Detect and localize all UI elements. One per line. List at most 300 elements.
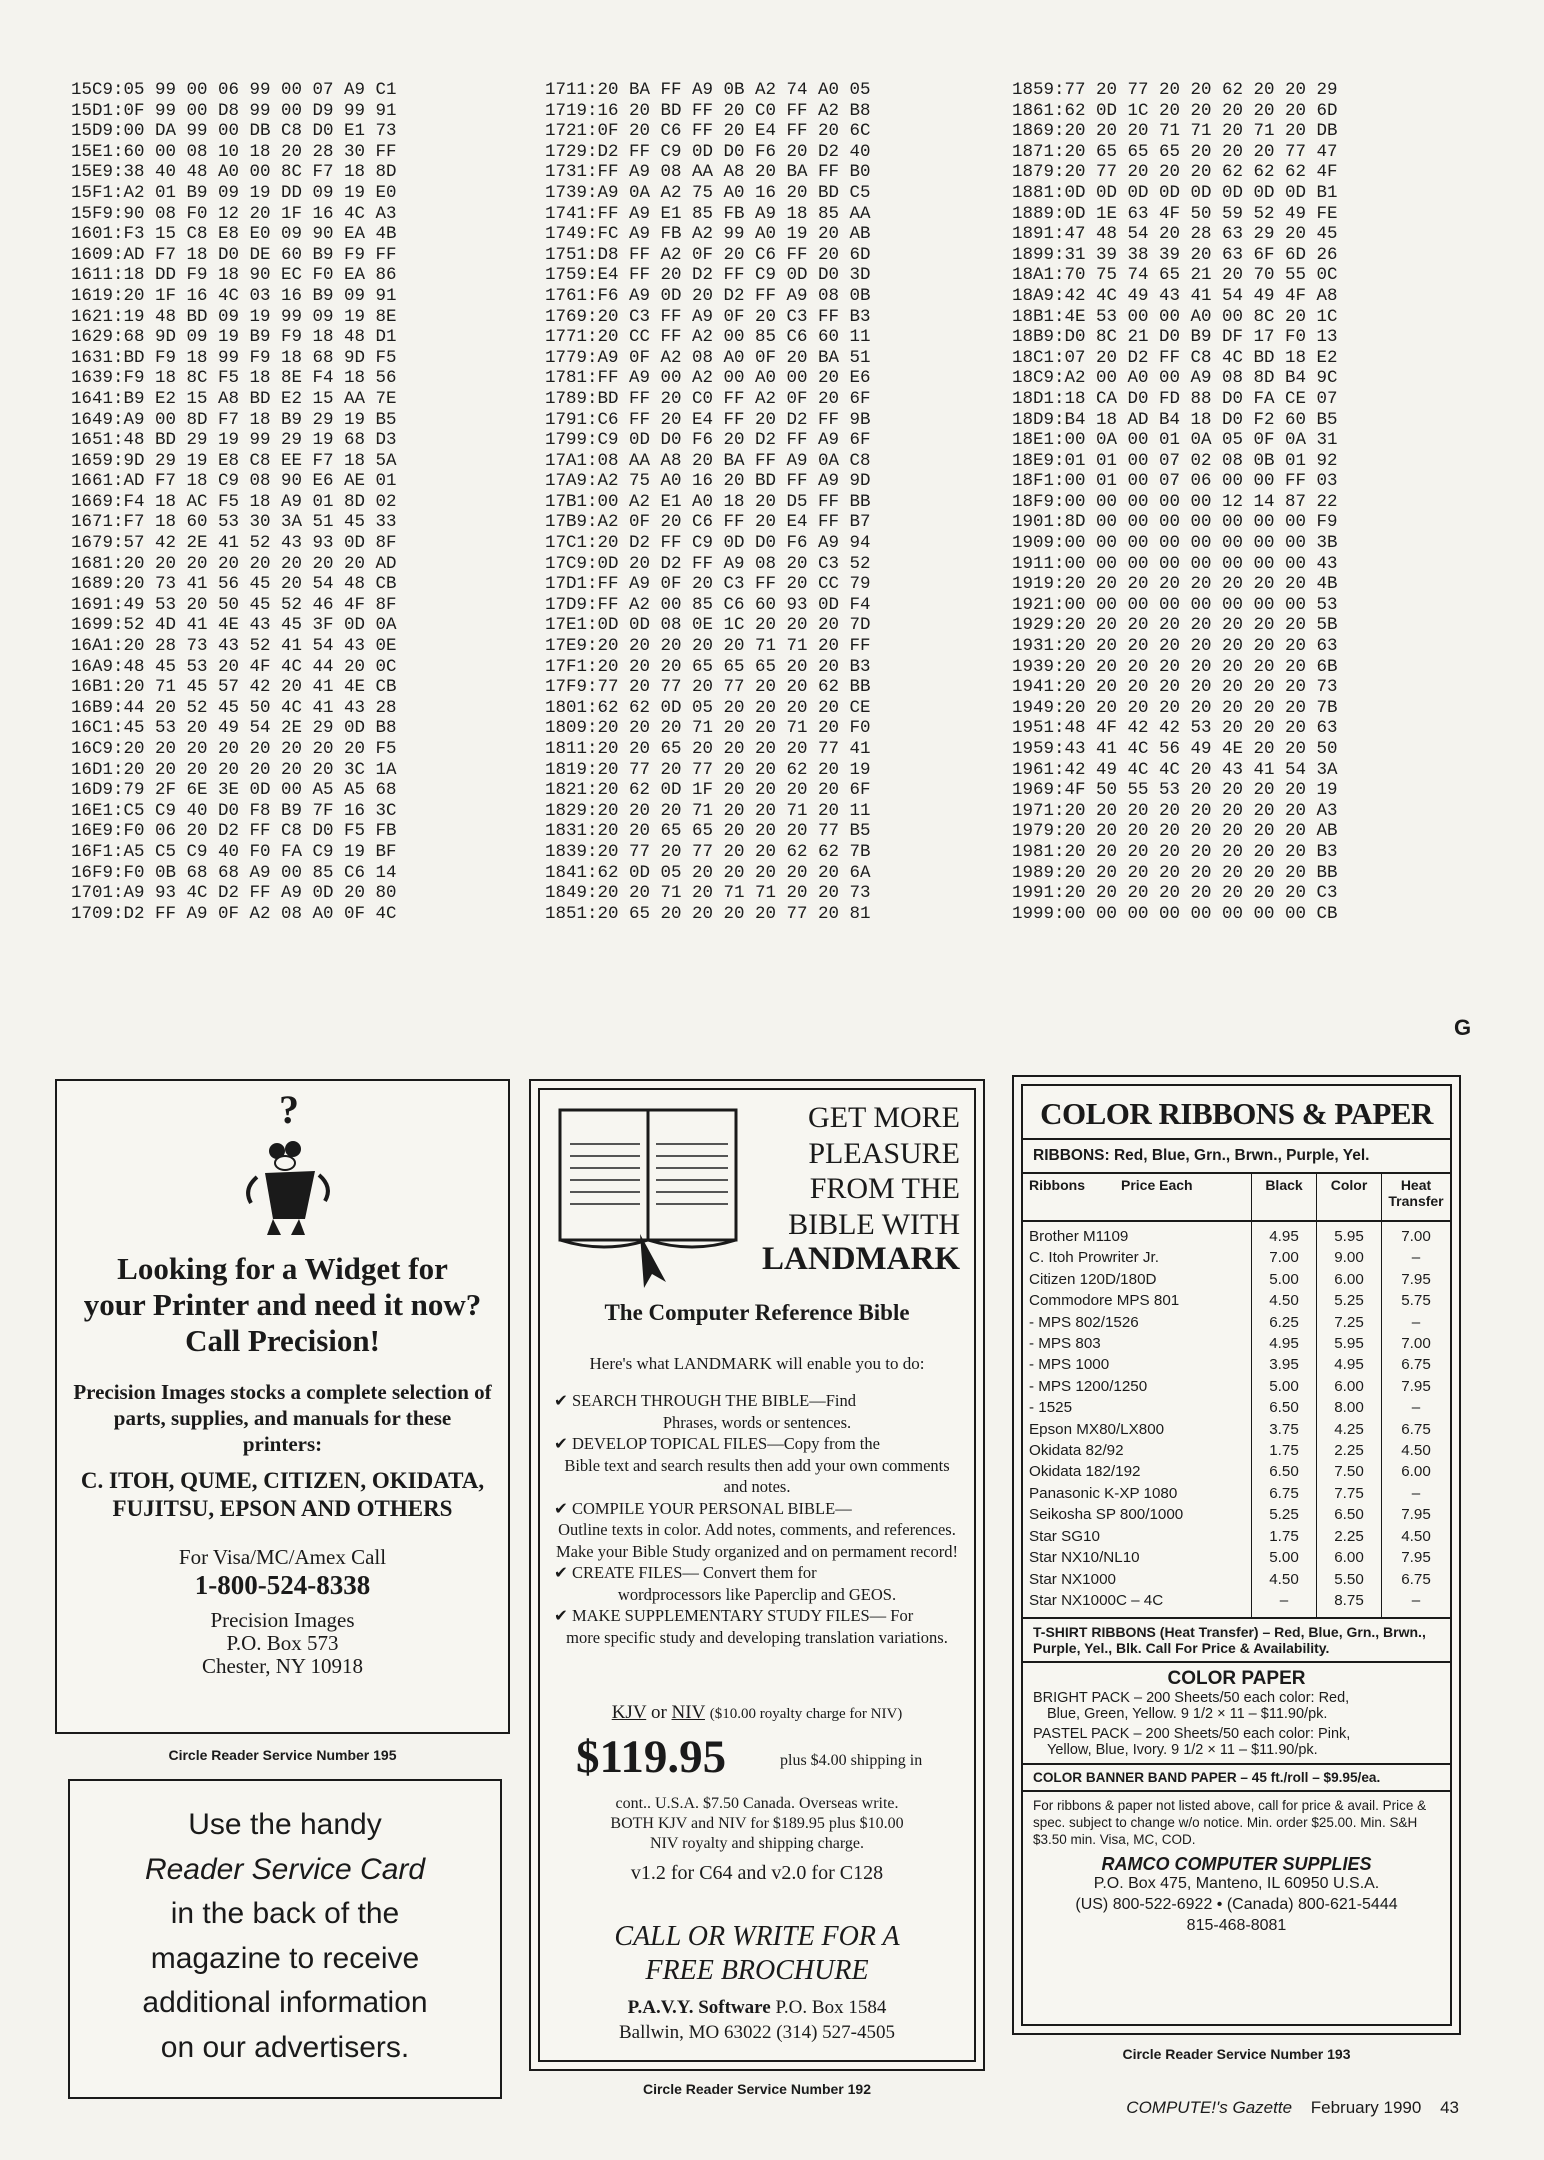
listing-line: 1829:20 20 20 71 20 20 71 20 11 — [545, 800, 871, 821]
col-black: Black — [1252, 1174, 1317, 1221]
page-footer — [1126, 2098, 1459, 2118]
cell-heat: – — [1382, 1312, 1451, 1333]
ramco-phones: (US) 800-522-6922 • (Canada) 800-621-5444 — [1075, 1896, 1398, 1914]
col-ribbons: Ribbons Price Each — [1023, 1174, 1252, 1221]
landmark-cta-1: CALL OR WRITE FOR A — [614, 1921, 900, 1952]
cell-name: Brother M1109 — [1029, 1228, 1129, 1245]
cell-color: 4.95 — [1317, 1354, 1382, 1375]
listing-line: 18D1:18 CA D0 FD 88 D0 FA CE 07 — [1012, 388, 1338, 409]
listing-line: 1899:31 39 38 39 20 63 6F 6D 26 — [1012, 244, 1338, 265]
cell-heat: 5.75 — [1382, 1290, 1451, 1311]
cell-color: 5.50 — [1317, 1569, 1382, 1590]
ramco-note — [1023, 1790, 1450, 1941]
listing-line: 1791:C6 FF 20 E4 FF 20 D2 FF 9B — [545, 409, 871, 430]
listing-line: 17A9:A2 75 A0 16 20 BD FF A9 9D — [545, 471, 871, 492]
table-row — [1023, 1547, 1450, 1568]
listing-line: 16A9:48 45 53 20 4F 4C 44 20 0C — [71, 656, 397, 677]
cell-black: 6.50 — [1252, 1461, 1317, 1482]
cell-name: C. Itoh Prowriter Jr. — [1029, 1249, 1159, 1267]
table-row — [1023, 1247, 1450, 1268]
table-row — [1023, 1440, 1450, 1461]
listing-line: 16B1:20 71 45 57 42 20 41 4E CB — [71, 677, 397, 698]
landmark-headline — [762, 1100, 960, 1278]
listing-line: 16E1:C5 C9 40 D0 F8 B9 7F 16 3C — [71, 800, 397, 821]
listing-line: 1879:20 77 20 20 20 62 62 62 4F — [1012, 162, 1338, 183]
landmark-price: $119.95 — [576, 1731, 727, 1783]
cell-name: Star NX1000C – 4C — [1029, 1591, 1164, 1609]
precision-images-ad — [55, 1079, 510, 1734]
listing-line: 16C1:45 53 20 49 54 2E 29 0D B8 — [71, 718, 397, 739]
listing-line: 15F9:90 08 F0 12 20 1F 16 4C A3 — [71, 203, 397, 224]
listing-line: 1611:18 DD F9 18 90 EC F0 EA 86 — [71, 265, 397, 286]
listing-line: 1811:20 20 65 20 20 20 20 77 41 — [545, 739, 871, 759]
table-row — [1023, 1590, 1450, 1617]
listing-line: 1719:16 20 BD FF 20 C0 FF A2 B8 — [545, 100, 871, 121]
landmark-feature: ✔ MAKE SUPPLEMENTARY STUDY FILES— For more specific study and developing translation variations. — [554, 1606, 948, 1647]
listing-line: 1809:20 20 20 71 20 20 71 20 F0 — [545, 718, 871, 739]
cell-black: 4.50 — [1252, 1569, 1317, 1590]
landmark-kjv: KJV — [611, 1702, 647, 1723]
landmark-or: or — [650, 1702, 667, 1723]
listing-line: 1851:20 65 20 20 20 20 77 20 81 — [545, 903, 871, 924]
landmark-platforms: v1.2 for C64 and v2.0 for C128 — [630, 1862, 884, 1884]
cell-name: - MPS 802/1526 — [1029, 1313, 1139, 1331]
ramco-ad — [1012, 1075, 1461, 2035]
listing-line: 17C1:20 D2 FF C9 0D D0 F6 A9 94 — [545, 533, 871, 554]
listing-line: 1839:20 77 20 77 20 20 62 62 7B — [545, 841, 871, 862]
cell-black: 3.75 — [1252, 1419, 1317, 1440]
listing-line: 1999:00 00 00 00 00 00 00 00 CB — [1012, 903, 1338, 924]
listing-line: 1891:47 48 54 20 28 63 29 20 45 — [1012, 224, 1338, 245]
listing-line: 18C1:07 20 D2 FF C8 4C BD 18 E2 — [1012, 347, 1338, 368]
listing-line: 1691:49 53 20 50 45 52 46 4F 8F — [71, 594, 397, 615]
listing-line: 15F1:A2 01 B9 09 19 DD 09 19 E0 — [71, 182, 397, 203]
listing-line: 16D1:20 20 20 20 20 20 20 3C 1A — [71, 759, 397, 780]
listing-column-2 — [545, 80, 871, 924]
listing-line: 1601:F3 15 C8 E8 E0 09 90 EA 4B — [71, 224, 397, 245]
end-mark: G — [1454, 1015, 1472, 1040]
listing-line: 1779:A9 0F A2 08 A0 0F 20 BA 51 — [545, 347, 871, 368]
table-row — [1023, 1376, 1450, 1397]
listing-line: 18B9:D0 8C 21 D0 B9 DF 17 F0 13 — [1012, 327, 1338, 348]
listing-line: 1971:20 20 20 20 20 20 20 20 A3 — [1012, 800, 1338, 821]
landmark-niv: NIV — [671, 1702, 705, 1723]
cell-heat: 4.50 — [1382, 1440, 1451, 1461]
cell-black: 1.75 — [1252, 1440, 1317, 1461]
listing-line: 1679:57 42 2E 41 52 43 93 0D 8F — [71, 533, 397, 554]
cell-heat: 4.50 — [1382, 1526, 1451, 1547]
listing-line: 1789:BD FF 20 C0 FF A2 0F 20 6F — [545, 388, 871, 409]
cell-name: Citizen 120D/180D — [1029, 1270, 1157, 1288]
listing-line: 1799:C9 0D D0 F6 20 D2 FF A9 6F — [545, 430, 871, 451]
precision-call-line: For Visa/MC/Amex Call — [178, 1545, 387, 1569]
cell-heat: 7.95 — [1382, 1376, 1451, 1397]
landmark-ad — [529, 1079, 985, 2071]
cell-black: 4.50 — [1252, 1290, 1317, 1311]
listing-line: 16B9:44 20 52 45 50 4C 41 43 28 — [71, 697, 397, 718]
landmark-cta-2: FREE BROCHURE — [645, 1955, 869, 1986]
table-row — [1023, 1504, 1450, 1525]
listing-line: 1751:D8 FF A2 0F 20 C6 FF 20 6D — [545, 244, 871, 265]
listing-line: 1961:42 49 4C 4C 20 43 41 54 3A — [1012, 759, 1338, 780]
reader-line-1: Use the handy — [188, 1808, 382, 1841]
landmark-headline-3: FROM THE — [809, 1172, 960, 1205]
reader-line-3: in the back of the — [170, 1897, 400, 1930]
listing-line: 1931:20 20 20 20 20 20 20 20 63 — [1012, 636, 1338, 657]
cell-heat: 6.75 — [1382, 1569, 1451, 1590]
listing-line: 1741:FF A9 E1 85 FB A9 18 85 AA — [545, 203, 871, 224]
cell-black: 6.25 — [1252, 1312, 1317, 1333]
listing-line: 1861:62 0D 1C 20 20 20 20 20 6D — [1012, 100, 1338, 121]
landmark-contact — [540, 1995, 974, 2045]
ramco-caption: Circle Reader Service Number 193 — [1122, 2046, 1351, 2062]
table-row — [1023, 1483, 1450, 1504]
listing-line: 1901:8D 00 00 00 00 00 00 00 F9 — [1012, 512, 1338, 533]
precision-company: Precision Images — [210, 1608, 355, 1632]
table-row — [1023, 1312, 1450, 1333]
listing-line: 1929:20 20 20 20 20 20 20 20 5B — [1012, 615, 1338, 636]
cell-name: Star SG10 — [1029, 1527, 1100, 1545]
precision-brands: C. ITOH, QUME, CITIZEN, OKIDATA, FUJITSU, EPSON AND OTHERS — [80, 1468, 485, 1521]
cell-name: Okidata 82/92 — [1029, 1442, 1124, 1460]
cell-name: Okidata 182/192 — [1029, 1463, 1141, 1481]
landmark-city: Ballwin, MO 63022 (314) 527-4505 — [618, 2022, 895, 2043]
listing-line: 17D1:FF A9 0F 20 C3 FF 20 CC 79 — [545, 574, 871, 595]
cell-color: 5.95 — [1317, 1221, 1382, 1247]
cell-color: 7.75 — [1317, 1483, 1382, 1504]
listing-column-3 — [1012, 80, 1338, 924]
ramco-title: COLOR RIBBONS & PAPER — [1023, 1086, 1450, 1140]
listing-line: 18A9:42 4C 49 43 41 54 49 4F A8 — [1012, 285, 1338, 306]
listing-line: 1749:FC A9 FB A2 99 A0 19 20 AB — [545, 224, 871, 245]
ramco-bright-1: BRIGHT PACK – 200 Sheets/50 each color: Red, — [1033, 1690, 1350, 1707]
table-row — [1023, 1290, 1450, 1311]
cell-name: Seikosha SP 800/1000 — [1029, 1506, 1184, 1524]
landmark-headline-1: GET MORE — [808, 1101, 960, 1134]
listing-line: 17B9:A2 0F 20 C6 FF 20 E4 FF B7 — [545, 512, 871, 533]
cell-name: Star NX10/NL10 — [1029, 1549, 1140, 1567]
listing-line: 1991:20 20 20 20 20 20 20 20 C3 — [1012, 883, 1338, 904]
listing-line: 1681:20 20 20 20 20 20 20 20 AD — [71, 553, 397, 574]
listing-line: 16E9:F0 06 20 D2 FF C8 D0 F5 FB — [71, 821, 397, 842]
landmark-feature: ✔ DEVELOP TOPICAL FILES—Copy from the Bible text and search results then add your own comments and notes. — [554, 1434, 950, 1496]
cell-color: 9.00 — [1317, 1247, 1382, 1268]
ramco-paper-title: COLOR PAPER — [1167, 1668, 1306, 1690]
cell-color: 2.25 — [1317, 1526, 1382, 1547]
reader-line-2: Reader Service Card — [144, 1852, 426, 1886]
precision-city: Chester, NY 10918 — [201, 1654, 364, 1678]
table-row — [1023, 1354, 1450, 1375]
listing-line: 1781:FF A9 00 A2 00 A0 00 20 E6 — [545, 368, 871, 389]
listing-line: 16F1:A5 C5 C9 40 F0 FA C9 19 BF — [71, 841, 397, 862]
listing-line: 16A1:20 28 73 43 52 41 54 43 0E — [71, 636, 397, 657]
cell-color: 4.25 — [1317, 1419, 1382, 1440]
listing-line: 1979:20 20 20 20 20 20 20 20 AB — [1012, 821, 1338, 842]
ramco-phone-3: 815-468-8081 — [1186, 1917, 1287, 1935]
listing-line: 17E9:20 20 20 20 20 71 71 20 FF — [545, 636, 871, 657]
cell-color: 8.00 — [1317, 1397, 1382, 1418]
landmark-pobox: P.O. Box 1584 — [775, 1997, 887, 2018]
listing-line: 1951:48 4F 42 42 53 20 20 20 63 — [1012, 718, 1338, 739]
cell-heat: 7.95 — [1382, 1547, 1451, 1568]
cell-color: 8.75 — [1317, 1590, 1382, 1617]
listing-line: 18F9:00 00 00 00 00 12 14 87 22 — [1012, 491, 1338, 512]
cell-black: 5.00 — [1252, 1376, 1317, 1397]
cell-heat: 6.75 — [1382, 1419, 1451, 1440]
cell-color: 6.00 — [1317, 1376, 1382, 1397]
cell-black: 5.00 — [1252, 1269, 1317, 1290]
ramco-paper — [1023, 1661, 1450, 1763]
listing-line: 1989:20 20 20 20 20 20 20 20 BB — [1012, 862, 1338, 883]
cell-heat: 7.00 — [1382, 1221, 1451, 1247]
listing-line: 1689:20 73 41 56 45 20 54 48 CB — [71, 574, 397, 595]
listing-line: 1661:AD F7 18 C9 08 90 E6 AE 01 — [71, 471, 397, 492]
table-row — [1023, 1569, 1450, 1590]
listing-line: 15D1:0F 99 00 D8 99 00 D9 99 91 — [71, 100, 397, 121]
cell-name: - 1525 — [1029, 1399, 1073, 1417]
listing-line: 17D9:FF A2 00 85 C6 60 93 0D F4 — [545, 594, 871, 615]
listing-line: 1641:B9 E2 15 A8 BD E2 15 AA 7E — [71, 388, 397, 409]
col-heat: Heat Transfer — [1382, 1174, 1451, 1221]
listing-line: 1729:D2 FF C9 0D D0 F6 20 D2 40 — [545, 141, 871, 162]
listing-line: 1941:20 20 20 20 20 20 20 20 73 — [1012, 677, 1338, 698]
cell-name: - MPS 1200/1250 — [1029, 1377, 1148, 1395]
listing-line: 1771:20 CC FF A2 00 85 C6 60 11 — [545, 327, 871, 348]
listing-line: 17B1:00 A2 E1 A0 18 20 D5 FF BB — [545, 491, 871, 512]
listing-line: 1959:43 41 4C 56 49 4E 20 20 50 — [1012, 739, 1338, 759]
ramco-bright-2: Blue, Green, Yellow. 9 1/2 × 11 – $11.90/pk. — [1047, 1706, 1328, 1723]
cell-heat: – — [1382, 1247, 1451, 1268]
listing-line: 1871:20 65 65 65 20 20 20 77 47 — [1012, 141, 1338, 162]
listing-line: 1919:20 20 20 20 20 20 20 20 4B — [1012, 574, 1338, 595]
listing-line: 1671:F7 18 60 53 30 3A 51 45 33 — [71, 512, 397, 533]
cell-name: - MPS 1000 — [1029, 1356, 1110, 1374]
landmark-versions-line — [540, 1702, 974, 1724]
table-row — [1023, 1221, 1450, 1247]
cell-color: 7.50 — [1317, 1461, 1382, 1482]
listing-line: 1701:A9 93 4C D2 FF A9 0D 20 80 — [71, 883, 397, 904]
cell-color: 2.25 — [1317, 1440, 1382, 1461]
landmark-feature: ✔ CREATE FILES— Convert them for wordprocessors like Paperclip and GEOS. — [554, 1563, 897, 1604]
cell-black: 7.00 — [1252, 1247, 1317, 1268]
listing-line: 1841:62 0D 05 20 20 20 20 20 6A — [545, 862, 871, 883]
cell-name: Commodore MPS 801 — [1029, 1292, 1180, 1310]
footer-issue: February 1990 — [1310, 2098, 1422, 2117]
landmark-company: P.A.V.Y. Software — [627, 1997, 771, 2018]
landmark-terms-3: NIV royalty and shipping charge. — [649, 1835, 865, 1852]
listing-line: 15E1:60 00 08 10 18 20 28 30 FF — [71, 141, 397, 162]
reader-service-box — [68, 1779, 502, 2099]
cell-color: 6.00 — [1317, 1269, 1382, 1290]
cell-heat: – — [1382, 1483, 1451, 1504]
cell-name: Epson MX80/LX800 — [1029, 1420, 1165, 1438]
listing-line: 18A1:70 75 74 65 21 20 70 55 0C — [1012, 265, 1338, 286]
listing-line: 1969:4F 50 55 53 20 20 20 20 19 — [1012, 780, 1338, 801]
cell-color: 6.50 — [1317, 1504, 1382, 1525]
cell-black: 5.25 — [1252, 1504, 1317, 1525]
landmark-terms — [540, 1794, 974, 1854]
listing-line: 18C9:A2 00 A0 00 A9 08 8D B4 9C — [1012, 368, 1338, 389]
listing-line: 1889:0D 1E 63 4F 50 59 52 49 FE — [1012, 203, 1338, 224]
cell-heat: – — [1382, 1590, 1451, 1617]
ramco-address: P.O. Box 475, Manteno, IL 60950 U.S.A. — [1093, 1875, 1380, 1893]
cell-heat: 7.95 — [1382, 1269, 1451, 1290]
landmark-subtitle: The Computer Reference Bible — [604, 1300, 910, 1325]
open-bible-icon — [556, 1104, 746, 1294]
listing-line: 17E1:0D 0D 08 0E 1C 20 20 20 7D — [545, 615, 871, 636]
landmark-cta — [540, 1920, 974, 1988]
cell-heat: 6.75 — [1382, 1354, 1451, 1375]
listing-line: 17F1:20 20 20 65 65 65 20 20 B3 — [545, 656, 871, 677]
listing-line: 16D9:79 2F 6E 3E 0D 00 A5 A5 68 — [71, 780, 397, 801]
precision-caption: Circle Reader Service Number 195 — [168, 1747, 397, 1763]
ramco-note-text: For ribbons & paper not listed above, call for price & avail. Price & spec. subject to change w/o notice. Min. order $25.00. Min. S&H $3.50 min. Visa, MC, COD. — [1033, 1798, 1427, 1848]
landmark-headline-2: PLEASURE — [808, 1136, 960, 1170]
listing-line: 1911:00 00 00 00 00 00 00 00 43 — [1012, 553, 1338, 574]
listing-line: 18B1:4E 53 00 00 A0 00 8C 20 1C — [1012, 306, 1338, 327]
listing-line: 1819:20 77 20 77 20 20 62 20 19 — [545, 759, 871, 780]
reader-line-4: magazine to receive — [150, 1941, 420, 1975]
listing-line: 1769:20 C3 FF A9 0F 20 C3 FF B3 — [545, 306, 871, 327]
cell-black: – — [1252, 1590, 1317, 1617]
widget-cartoon-icon — [237, 1091, 337, 1241]
cell-color: 7.25 — [1317, 1312, 1382, 1333]
listing-line: 1621:19 48 BD 09 19 99 09 19 8E — [71, 306, 397, 327]
listing-line: 1949:20 20 20 20 20 20 20 20 7B — [1012, 697, 1338, 718]
cell-heat: – — [1382, 1397, 1451, 1418]
col-color: Color — [1317, 1174, 1382, 1221]
listing-line: 18D9:B4 18 AD B4 18 D0 F2 60 B5 — [1012, 409, 1338, 430]
listing-line: 1759:E4 FF 20 D2 FF C9 0D D0 3D — [545, 265, 871, 286]
listing-line: 1849:20 20 71 20 71 71 20 20 73 — [545, 883, 871, 904]
table-row — [1023, 1461, 1450, 1482]
landmark-royalty: ($10.00 royalty charge for NIV) — [709, 1706, 903, 1722]
ramco-price-table — [1023, 1174, 1450, 1617]
precision-body: Precision Images stocks a complete selection of parts, supplies, and manuals for these printers: — [73, 1380, 492, 1456]
landmark-intro: Here's what LANDMARK will enable you to do: — [589, 1354, 925, 1373]
cell-black: 6.75 — [1252, 1483, 1317, 1504]
listing-line: 15C9:05 99 00 06 99 00 07 A9 C1 — [71, 80, 397, 100]
ramco-pastel-1: PASTEL PACK – 200 Sheets/50 each color: Pink, — [1033, 1726, 1351, 1743]
listing-column-1 — [71, 80, 397, 924]
landmark-shipping: plus $4.00 shipping in — [780, 1752, 923, 1769]
landmark-terms-1: cont.. U.S.A. $7.50 Canada. Overseas write. — [615, 1795, 899, 1812]
precision-address — [57, 1609, 508, 1678]
listing-line: 15D9:00 DA 99 00 DB C8 D0 E1 73 — [71, 121, 397, 142]
table-row — [1023, 1397, 1450, 1418]
listing-line: 1821:20 62 0D 1F 20 20 20 20 6F — [545, 780, 871, 801]
listing-line: 16C9:20 20 20 20 20 20 20 20 F5 — [71, 739, 397, 759]
listing-line: 1721:0F 20 C6 FF 20 E4 FF 20 6C — [545, 121, 871, 142]
listing-line: 1731:FF A9 08 AA A8 20 BA FF B0 — [545, 162, 871, 183]
cell-black: 4.95 — [1252, 1221, 1317, 1247]
cell-name: Star NX1000 — [1029, 1570, 1116, 1588]
cell-black: 3.95 — [1252, 1354, 1317, 1375]
listing-line: 1709:D2 FF A9 0F A2 08 A0 0F 4C — [71, 903, 397, 924]
listing-line: 1629:68 9D 09 19 B9 F9 18 48 D1 — [71, 327, 397, 348]
cell-name: Panasonic K-XP 1080 — [1029, 1484, 1178, 1502]
listing-line: 16F9:F0 0B 68 68 A9 00 85 C6 14 — [71, 862, 397, 883]
listing-line: 1659:9D 29 19 E8 C8 EE F7 18 5A — [71, 450, 397, 471]
cell-color: 6.00 — [1317, 1547, 1382, 1568]
precision-pobox: P.O. Box 573 — [226, 1631, 339, 1655]
cell-heat: 6.00 — [1382, 1461, 1451, 1482]
listing-line: 1909:00 00 00 00 00 00 00 00 3B — [1012, 533, 1338, 554]
listing-line: 1651:48 BD 29 19 99 29 19 68 D3 — [71, 430, 397, 451]
footer-page-number: 43 — [1440, 2098, 1459, 2117]
listing-line: 1711:20 BA FF A9 0B A2 74 A0 05 — [545, 80, 871, 100]
listing-line: 1859:77 20 77 20 20 62 20 20 29 — [1012, 80, 1338, 100]
listing-line: 18F1:00 01 00 07 06 00 00 FF 03 — [1012, 471, 1338, 492]
footer-magazine: COMPUTE!'s Gazette — [1126, 2098, 1293, 2117]
listing-line: 17C9:0D 20 D2 FF A9 08 20 C3 52 — [545, 553, 871, 574]
reader-line-6: on our advertisers. — [160, 2030, 410, 2064]
listing-line: 1921:00 00 00 00 00 00 00 00 53 — [1012, 594, 1338, 615]
listing-line: 15E9:38 40 48 A0 00 8C F7 18 8D — [71, 162, 397, 183]
table-row — [1023, 1419, 1450, 1440]
ramco-company: RAMCO COMPUTER SUPPLIES — [1101, 1854, 1372, 1875]
landmark-terms-2: BOTH KJV and NIV for $189.95 plus $10.00 — [610, 1815, 904, 1832]
landmark-headline-4: BIBLE WITH — [788, 1207, 960, 1241]
cell-heat: 7.95 — [1382, 1504, 1451, 1525]
ramco-ribbon-colors: RIBBONS: Red, Blue, Grn., Brwn., Purple, Yel. — [1023, 1140, 1450, 1174]
landmark-feature-list — [554, 1390, 960, 1648]
cell-color: 5.25 — [1317, 1290, 1382, 1311]
ramco-banner: COLOR BANNER BAND PAPER – 45 ft./roll – $9.95/ea. — [1023, 1763, 1450, 1790]
precision-headline: Looking for a Widget for your Printer and need it now? Call Precision! — [83, 1251, 482, 1358]
ramco-pastel-2: Yellow, Blue, Ivory. 9 1/2 × 11 – $11.90/pk. — [1047, 1742, 1318, 1759]
landmark-feature: ✔ SEARCH THROUGH THE BIBLE—Find Phrases, words or sentences. — [554, 1391, 856, 1432]
listing-line: 17A1:08 AA A8 20 BA FF A9 0A C8 — [545, 450, 871, 471]
table-row — [1023, 1333, 1450, 1354]
listing-line: 1609:AD F7 18 D0 DE 60 B9 F9 FF — [71, 244, 397, 265]
cell-black: 6.50 — [1252, 1397, 1317, 1418]
reader-line-5: additional information — [142, 1986, 428, 2019]
listing-line: 17F9:77 20 77 20 77 20 20 62 BB — [545, 677, 871, 698]
landmark-headline-5: LANDMARK — [762, 1241, 960, 1277]
listing-line: 18E1:00 0A 00 01 0A 05 0F 0A 31 — [1012, 430, 1338, 451]
landmark-caption: Circle Reader Service Number 192 — [642, 2081, 871, 2097]
listing-line: 1761:F6 A9 0D 20 D2 FF A9 08 0B — [545, 285, 871, 306]
listing-line: 18E9:01 01 00 07 02 08 0B 01 92 — [1012, 450, 1338, 471]
svg-text:?: ? — [279, 1091, 299, 1132]
precision-phone: 1-800-524-8338 — [194, 1570, 371, 1600]
landmark-feature: ✔ COMPILE YOUR PERSONAL BIBLE— Outline texts in color. Add notes, comments, and references. Make your Bible Study organized and on permament record! — [554, 1498, 958, 1561]
listing-line: 1739:A9 0A A2 75 A0 16 20 BD C5 — [545, 182, 871, 203]
listing-line: 1699:52 4D 41 4E 43 45 3F 0D 0A — [71, 615, 397, 636]
listing-line: 1801:62 62 0D 05 20 20 20 20 CE — [545, 697, 871, 718]
listing-line: 1631:BD F9 18 99 F9 18 68 9D F5 — [71, 347, 397, 368]
listing-line: 1869:20 20 20 71 71 20 71 20 DB — [1012, 121, 1338, 142]
listing-line: 1619:20 1F 16 4C 03 16 B9 09 91 — [71, 285, 397, 306]
listing-line: 1881:0D 0D 0D 0D 0D 0D 0D 0D B1 — [1012, 182, 1338, 203]
table-row — [1023, 1526, 1450, 1547]
listing-line: 1939:20 20 20 20 20 20 20 20 6B — [1012, 656, 1338, 677]
table-row — [1023, 1269, 1450, 1290]
cell-black: 1.75 — [1252, 1526, 1317, 1547]
ramco-tshirt: T-SHIRT RIBBONS (Heat Transfer) – Red, Blue, Grn., Brwn., Purple, Yel., Blk. Call For Price & Availability. — [1023, 1617, 1450, 1661]
listing-line: 1981:20 20 20 20 20 20 20 20 B3 — [1012, 841, 1338, 862]
cell-black: 5.00 — [1252, 1547, 1317, 1568]
cell-name: - MPS 803 — [1029, 1335, 1101, 1353]
listing-line: 1639:F9 18 8C F5 18 8E F4 18 56 — [71, 368, 397, 389]
listing-line: 1831:20 20 65 65 20 20 20 77 B5 — [545, 821, 871, 842]
listing-line: 1669:F4 18 AC F5 18 A9 01 8D 02 — [71, 491, 397, 512]
listing-line: 1649:A9 00 8D F7 18 B9 29 19 B5 — [71, 409, 397, 430]
cell-heat: 7.00 — [1382, 1333, 1451, 1354]
cell-color: 5.95 — [1317, 1333, 1382, 1354]
cell-black: 4.95 — [1252, 1333, 1317, 1354]
